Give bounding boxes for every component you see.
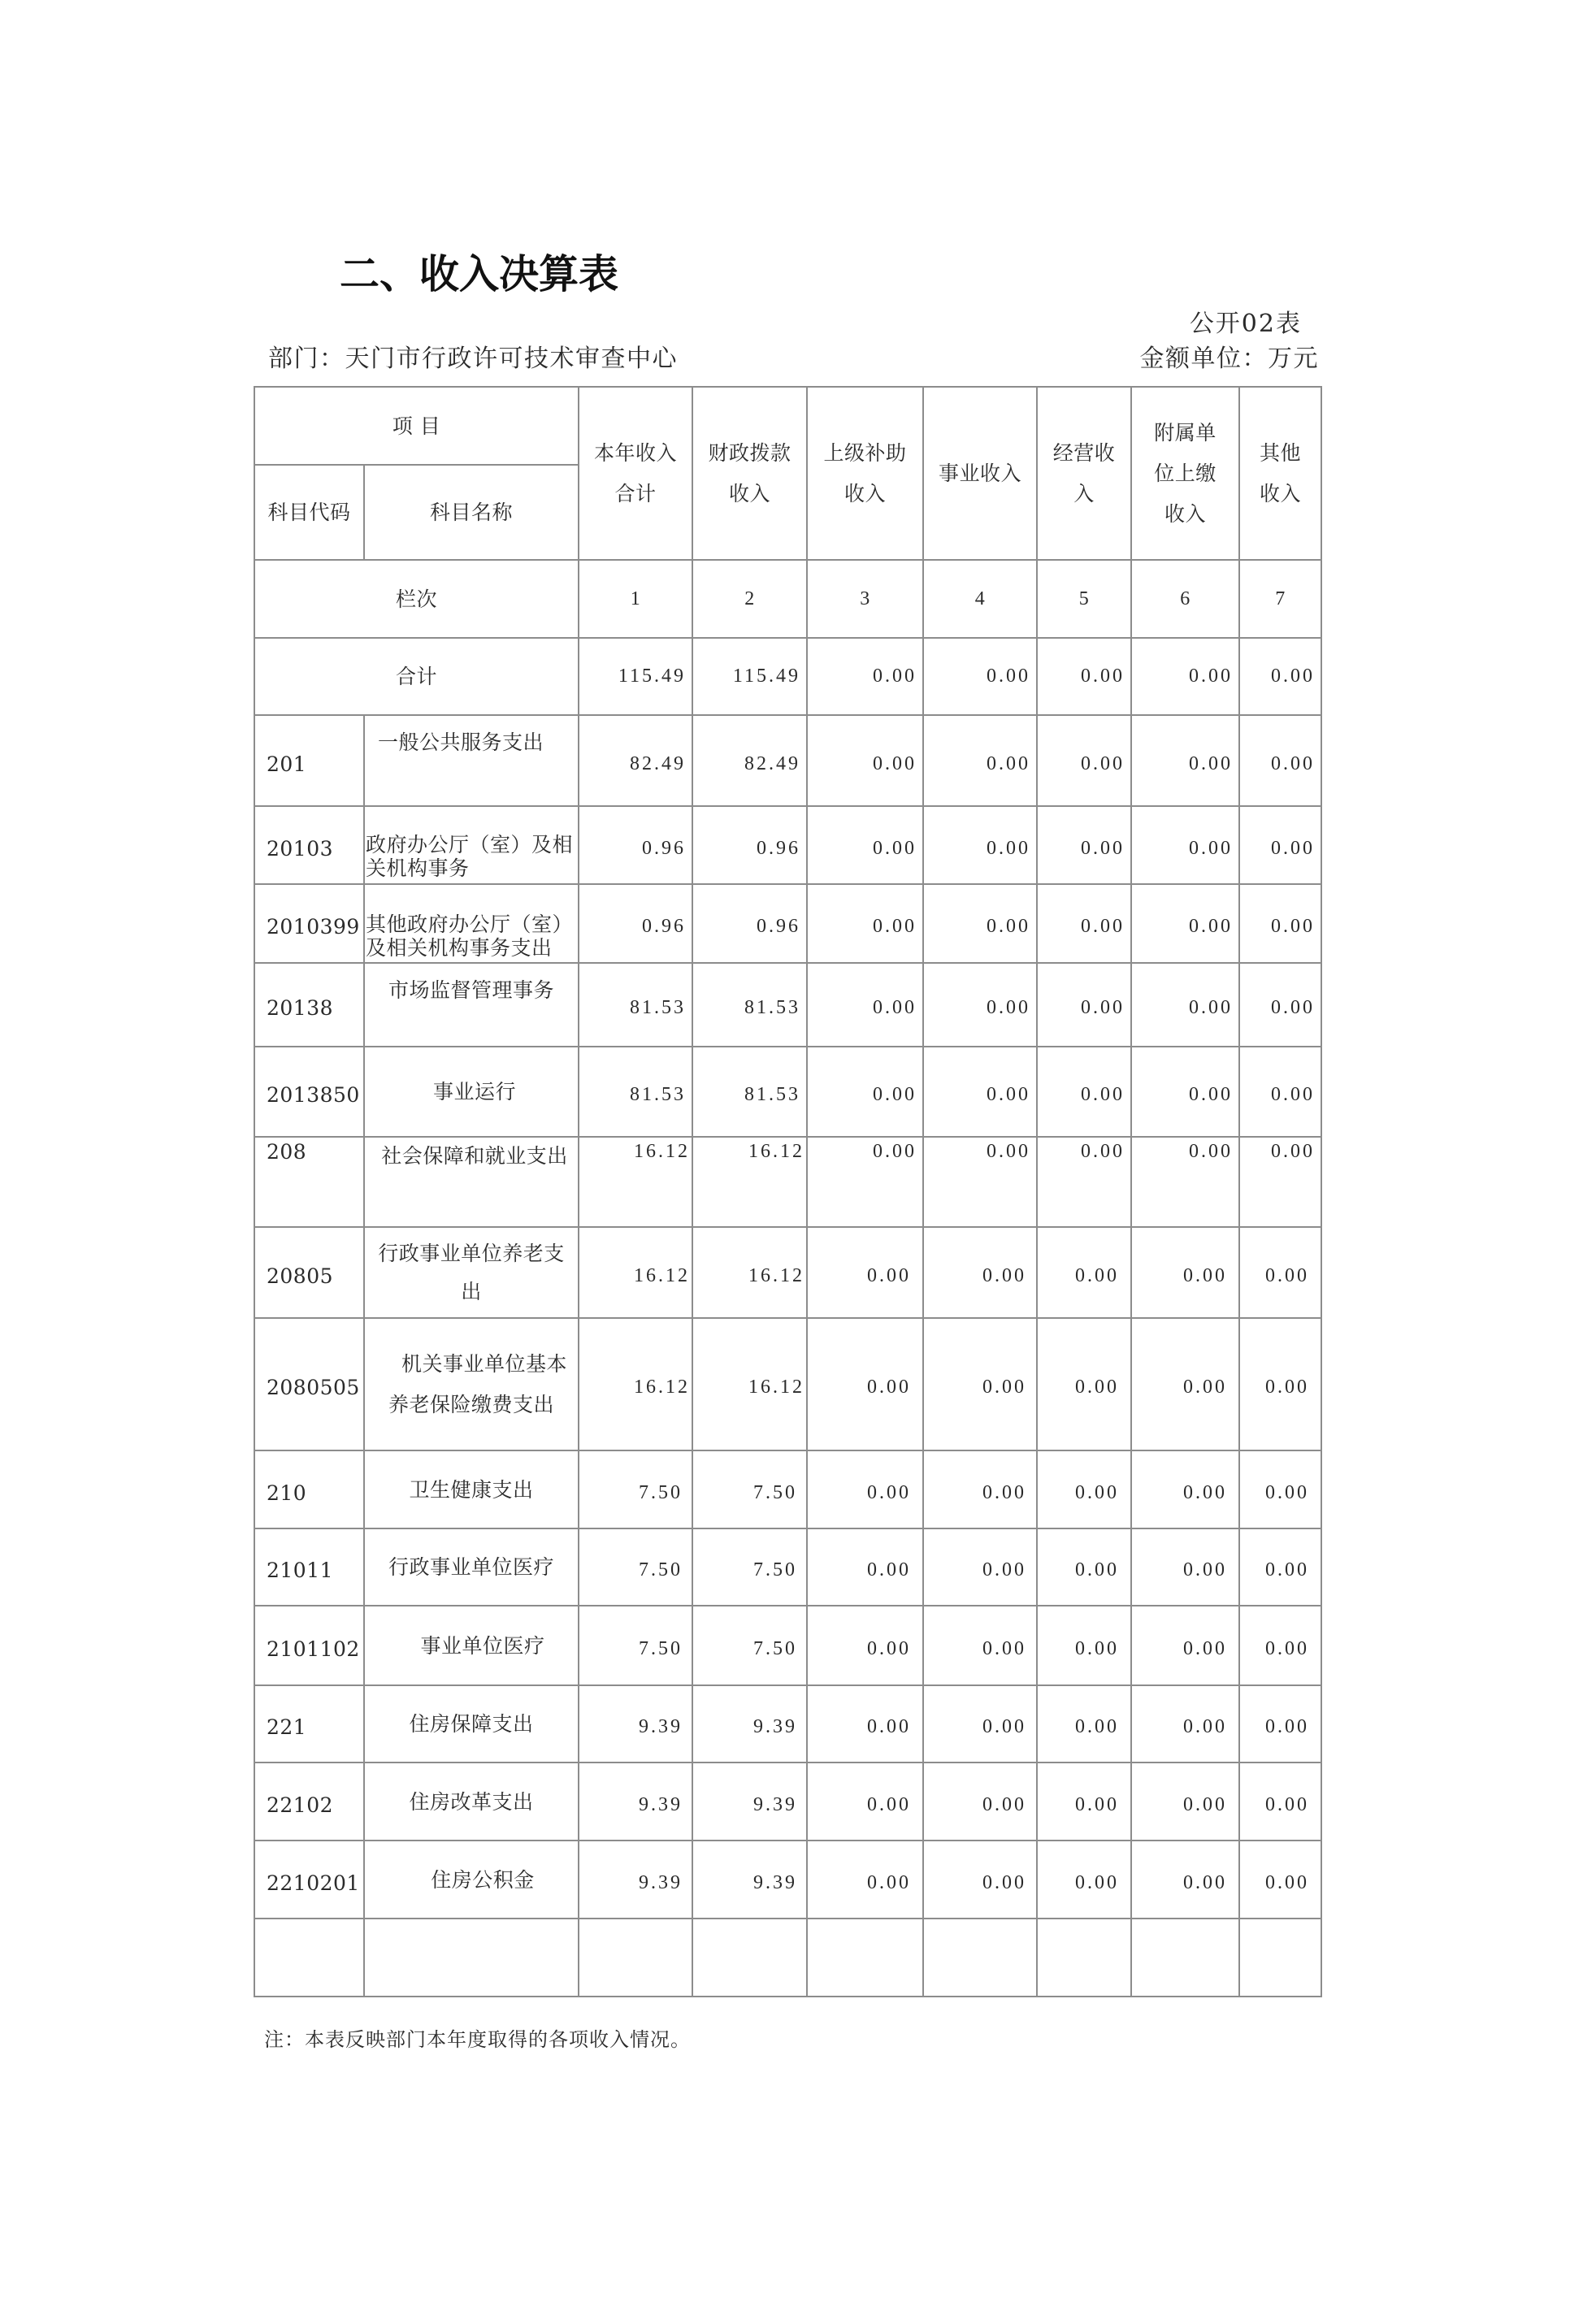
subject-name-line: 其他政府办公厅（室） bbox=[366, 913, 574, 936]
empty-cell bbox=[923, 1919, 1037, 1997]
header-fiscal-appropriation bbox=[692, 387, 807, 560]
value-operating-income: 0.00 bbox=[1037, 963, 1131, 1047]
subject-name-line: 关机构事务 bbox=[366, 856, 470, 880]
value-affiliated-remittance: 0.00 bbox=[1131, 1606, 1239, 1685]
subject-name-line: 住房改革支出 bbox=[409, 1789, 534, 1814]
value-superior-subsidy: 0.00 bbox=[807, 884, 923, 963]
value-business-income: 0.00 bbox=[923, 1606, 1037, 1685]
table-row bbox=[254, 1841, 1321, 1919]
header-annual-income-total bbox=[579, 387, 692, 560]
value-affiliated-remittance: 0.00 bbox=[1131, 1450, 1239, 1528]
subject-name bbox=[364, 1841, 579, 1919]
value-business-income: 0.00 bbox=[923, 715, 1037, 806]
table-row bbox=[254, 806, 1321, 884]
subject-name-line: 事业单位医疗 bbox=[420, 1633, 545, 1658]
value-superior-subsidy: 0.00 bbox=[807, 1047, 923, 1137]
header-line: 事业收入 bbox=[939, 461, 1022, 485]
value-operating-income: 0.00 bbox=[1037, 1606, 1131, 1685]
value-superior-subsidy: 0.00 bbox=[807, 1685, 923, 1763]
value-business-income: 0.00 bbox=[923, 1318, 1037, 1450]
value-business-income: 0.00 bbox=[923, 963, 1037, 1047]
footnote: 注：本表反映部门本年度取得的各项收入情况。 bbox=[264, 2028, 691, 2051]
value-operating-income: 0.00 bbox=[1037, 884, 1131, 963]
value-fiscal-appropriation: 7.50 bbox=[692, 1528, 807, 1606]
column-index-number: 5 bbox=[1037, 560, 1131, 638]
value-fiscal-appropriation: 0.96 bbox=[692, 884, 807, 963]
subject-code: 20138 bbox=[254, 963, 364, 1047]
header-subject-name: 科目名称 bbox=[364, 465, 579, 560]
value-other-income: 0.00 bbox=[1239, 1227, 1321, 1318]
subject-name bbox=[364, 1450, 579, 1528]
value-other-income: 0.00 bbox=[1239, 715, 1321, 806]
value-fiscal-appropriation: 9.39 bbox=[692, 1763, 807, 1841]
subject-name-line: 一般公共服务支出 bbox=[378, 731, 544, 754]
subject-code: 21011 bbox=[254, 1528, 364, 1606]
subject-code: 201 bbox=[254, 715, 364, 806]
header-operating-income bbox=[1037, 387, 1131, 560]
value-affiliated-remittance: 0.00 bbox=[1131, 1685, 1239, 1763]
value-affiliated-remittance: 0.00 bbox=[1131, 963, 1239, 1047]
value-superior-subsidy: 0.00 bbox=[807, 806, 923, 884]
value-affiliated-remittance: 0.00 bbox=[1131, 806, 1239, 884]
header-line: 收入 bbox=[1164, 501, 1207, 526]
value-annual-income-total: 7.50 bbox=[579, 1528, 692, 1606]
subject-code: 2010399 bbox=[254, 884, 364, 963]
value-annual-income-total: 9.39 bbox=[579, 1763, 692, 1841]
table-row bbox=[254, 963, 1321, 1047]
income-final-accounts-table bbox=[254, 386, 1322, 1997]
value-fiscal-appropriation: 16.12 bbox=[692, 1318, 807, 1450]
subject-name-line: 住房公积金 bbox=[431, 1867, 535, 1892]
subject-name bbox=[364, 1227, 579, 1318]
value-annual-income-total: 7.50 bbox=[579, 1450, 692, 1528]
subject-name bbox=[364, 1685, 579, 1763]
value-superior-subsidy: 0.00 bbox=[807, 1841, 923, 1919]
value-superior-subsidy: 0.00 bbox=[807, 1606, 923, 1685]
value-fiscal-appropriation: 81.53 bbox=[692, 963, 807, 1047]
column-index-number: 2 bbox=[692, 560, 807, 638]
value-operating-income: 0.00 bbox=[1037, 1528, 1131, 1606]
subject-name-line: 机关事业单位基本 bbox=[401, 1351, 568, 1376]
header-other-income bbox=[1239, 387, 1321, 560]
value-affiliated-remittance: 0.00 bbox=[1131, 1318, 1239, 1450]
value-fiscal-appropriation: 9.39 bbox=[692, 1841, 807, 1919]
header-line: 附属单 bbox=[1154, 420, 1217, 444]
value-operating-income: 0.00 bbox=[1037, 1047, 1131, 1137]
header-superior-subsidy bbox=[807, 387, 923, 560]
table-row bbox=[254, 1318, 1321, 1450]
value-operating-income: 0.00 bbox=[1037, 638, 1131, 715]
empty-cell bbox=[1239, 1919, 1321, 1997]
header-line: 财政拨款 bbox=[708, 440, 792, 465]
value-superior-subsidy: 0.00 bbox=[807, 1450, 923, 1528]
value-business-income: 0.00 bbox=[923, 1763, 1037, 1841]
header-row bbox=[254, 387, 1321, 465]
value-fiscal-appropriation: 81.53 bbox=[692, 1047, 807, 1137]
value-operating-income: 0.00 bbox=[1037, 1137, 1131, 1227]
value-operating-income: 0.00 bbox=[1037, 1841, 1131, 1919]
value-fiscal-appropriation: 7.50 bbox=[692, 1606, 807, 1685]
subject-name bbox=[364, 715, 579, 806]
subject-name-line: 住房保障支出 bbox=[409, 1712, 534, 1736]
subject-name bbox=[364, 1763, 579, 1841]
value-annual-income-total: 16.12 bbox=[579, 1227, 692, 1318]
value-annual-income-total: 82.49 bbox=[579, 715, 692, 806]
total-row bbox=[254, 638, 1321, 715]
value-affiliated-remittance: 0.00 bbox=[1131, 1227, 1239, 1318]
value-business-income: 0.00 bbox=[923, 638, 1037, 715]
column-index-row bbox=[254, 560, 1321, 638]
value-business-income: 0.00 bbox=[923, 1047, 1037, 1137]
value-annual-income-total: 16.12 bbox=[579, 1137, 692, 1227]
column-index-number: 6 bbox=[1131, 560, 1239, 638]
value-other-income: 0.00 bbox=[1239, 1528, 1321, 1606]
subject-code: 20805 bbox=[254, 1227, 364, 1318]
subject-name-line: 行政事业单位医疗 bbox=[388, 1555, 555, 1579]
value-affiliated-remittance: 0.00 bbox=[1131, 884, 1239, 963]
value-annual-income-total: 0.96 bbox=[579, 884, 692, 963]
empty-cell bbox=[1037, 1919, 1131, 1997]
subject-name bbox=[364, 806, 579, 884]
header-line: 其他 bbox=[1260, 440, 1302, 465]
value-superior-subsidy: 0.00 bbox=[807, 1318, 923, 1450]
empty-cell bbox=[254, 1919, 364, 1997]
value-business-income: 0.00 bbox=[923, 884, 1037, 963]
subject-name bbox=[364, 1528, 579, 1606]
value-business-income: 0.00 bbox=[923, 1137, 1037, 1227]
value-other-income: 0.00 bbox=[1239, 1606, 1321, 1685]
header-line: 收入 bbox=[844, 481, 887, 505]
subject-name-line: 事业运行 bbox=[433, 1080, 517, 1103]
value-annual-income-total: 9.39 bbox=[579, 1841, 692, 1919]
subject-code: 20103 bbox=[254, 806, 364, 884]
value-other-income: 0.00 bbox=[1239, 638, 1321, 715]
value-business-income: 0.00 bbox=[923, 1841, 1037, 1919]
subject-name bbox=[364, 963, 579, 1047]
value-other-income: 0.00 bbox=[1239, 1047, 1321, 1137]
table-row bbox=[254, 715, 1321, 806]
empty-row bbox=[254, 1919, 1321, 1997]
subject-code: 2080505 bbox=[254, 1318, 364, 1450]
table-row bbox=[254, 1528, 1321, 1606]
form-code: 公开02表 bbox=[1189, 310, 1302, 338]
column-index-number: 4 bbox=[923, 560, 1037, 638]
subject-name-line: 社会保障和就业支出 bbox=[381, 1144, 568, 1168]
value-annual-income-total: 7.50 bbox=[579, 1606, 692, 1685]
value-operating-income: 0.00 bbox=[1037, 1450, 1131, 1528]
value-operating-income: 0.00 bbox=[1037, 1318, 1131, 1450]
subject-code: 22102 bbox=[254, 1763, 364, 1841]
value-fiscal-appropriation: 16.12 bbox=[692, 1137, 807, 1227]
value-other-income: 0.00 bbox=[1239, 884, 1321, 963]
value-superior-subsidy: 0.00 bbox=[807, 963, 923, 1047]
subject-name bbox=[364, 1047, 579, 1137]
value-operating-income: 0.00 bbox=[1037, 1763, 1131, 1841]
value-other-income: 0.00 bbox=[1239, 1318, 1321, 1450]
header-item: 项 目 bbox=[254, 387, 579, 465]
value-fiscal-appropriation: 9.39 bbox=[692, 1685, 807, 1763]
empty-cell bbox=[1131, 1919, 1239, 1997]
table-row bbox=[254, 1685, 1321, 1763]
department-label: 部门：天门市行政许可技术审查中心 bbox=[268, 345, 678, 373]
value-other-income: 0.00 bbox=[1239, 1137, 1321, 1227]
value-annual-income-total: 81.53 bbox=[579, 1047, 692, 1137]
header-line: 上级补助 bbox=[823, 440, 907, 465]
value-affiliated-remittance: 0.00 bbox=[1131, 1528, 1239, 1606]
header-line: 合计 bbox=[614, 481, 657, 505]
header-affiliated-remittance bbox=[1131, 387, 1239, 560]
value-business-income: 0.00 bbox=[923, 1685, 1037, 1763]
subject-code: 2101102 bbox=[254, 1606, 364, 1685]
header-line: 收入 bbox=[729, 481, 771, 505]
page-title: 二、收入决算表 bbox=[340, 251, 619, 297]
value-superior-subsidy: 0.00 bbox=[807, 1227, 923, 1318]
subject-code: 2210201 bbox=[254, 1841, 364, 1919]
value-affiliated-remittance: 0.00 bbox=[1131, 715, 1239, 806]
table-row bbox=[254, 1047, 1321, 1137]
value-affiliated-remittance: 0.00 bbox=[1131, 1137, 1239, 1227]
subject-name-line: 养老保险缴费支出 bbox=[388, 1392, 555, 1416]
column-index-label: 栏次 bbox=[254, 560, 579, 638]
value-business-income: 0.00 bbox=[923, 1528, 1037, 1606]
subject-code: 210 bbox=[254, 1450, 364, 1528]
value-business-income: 0.00 bbox=[923, 1227, 1037, 1318]
value-fiscal-appropriation: 0.96 bbox=[692, 806, 807, 884]
subject-name-line: 行政事业单位养老支 bbox=[378, 1242, 565, 1265]
value-other-income: 0.00 bbox=[1239, 963, 1321, 1047]
value-affiliated-remittance: 0.00 bbox=[1131, 638, 1239, 715]
value-annual-income-total: 0.96 bbox=[579, 806, 692, 884]
value-affiliated-remittance: 0.00 bbox=[1131, 1763, 1239, 1841]
subject-code: 208 bbox=[254, 1137, 364, 1227]
value-operating-income: 0.00 bbox=[1037, 1685, 1131, 1763]
value-superior-subsidy: 0.00 bbox=[807, 1137, 923, 1227]
value-other-income: 0.00 bbox=[1239, 1763, 1321, 1841]
subject-code: 2013850 bbox=[254, 1047, 364, 1137]
table-row bbox=[254, 884, 1321, 963]
value-other-income: 0.00 bbox=[1239, 806, 1321, 884]
header-line: 收入 bbox=[1260, 481, 1302, 505]
subject-name-line: 政府办公厅（室）及相 bbox=[366, 833, 574, 856]
subject-name-line: 出 bbox=[461, 1280, 482, 1303]
table-row bbox=[254, 1606, 1321, 1685]
subject-name bbox=[364, 1318, 579, 1450]
header-line: 入 bbox=[1073, 481, 1095, 505]
empty-cell bbox=[364, 1919, 579, 1997]
subject-name bbox=[364, 1606, 579, 1685]
amount-unit-label: 金额单位：万元 bbox=[1139, 345, 1319, 373]
value-other-income: 0.00 bbox=[1239, 1685, 1321, 1763]
header-business-income bbox=[923, 387, 1037, 560]
header-line: 经营收 bbox=[1052, 440, 1116, 465]
empty-cell bbox=[692, 1919, 807, 1997]
value-affiliated-remittance: 0.00 bbox=[1131, 1841, 1239, 1919]
subject-name-line: 卫生健康支出 bbox=[409, 1477, 534, 1502]
value-operating-income: 0.00 bbox=[1037, 715, 1131, 806]
value-annual-income-total: 16.12 bbox=[579, 1318, 692, 1450]
subject-name bbox=[364, 884, 579, 963]
value-superior-subsidy: 0.00 bbox=[807, 1763, 923, 1841]
value-affiliated-remittance: 0.00 bbox=[1131, 1047, 1239, 1137]
value-fiscal-appropriation: 7.50 bbox=[692, 1450, 807, 1528]
value-annual-income-total: 9.39 bbox=[579, 1685, 692, 1763]
table-row bbox=[254, 1137, 1321, 1227]
value-superior-subsidy: 0.00 bbox=[807, 638, 923, 715]
header-line: 本年收入 bbox=[594, 440, 678, 465]
value-business-income: 0.00 bbox=[923, 1450, 1037, 1528]
value-other-income: 0.00 bbox=[1239, 1450, 1321, 1528]
table-row bbox=[254, 1450, 1321, 1528]
subject-name-line: 市场监督管理事务 bbox=[388, 978, 555, 1002]
empty-cell bbox=[807, 1919, 923, 1997]
value-fiscal-appropriation: 82.49 bbox=[692, 715, 807, 806]
column-index-number: 7 bbox=[1239, 560, 1321, 638]
value-operating-income: 0.00 bbox=[1037, 806, 1131, 884]
value-superior-subsidy: 0.00 bbox=[807, 1528, 923, 1606]
column-index-number: 1 bbox=[579, 560, 692, 638]
subject-name bbox=[364, 1137, 579, 1227]
value-business-income: 0.00 bbox=[923, 806, 1037, 884]
value-fiscal-appropriation: 16.12 bbox=[692, 1227, 807, 1318]
table-row bbox=[254, 1227, 1321, 1318]
value-operating-income: 0.00 bbox=[1037, 1227, 1131, 1318]
empty-cell bbox=[579, 1919, 692, 1997]
value-fiscal-appropriation: 115.49 bbox=[692, 638, 807, 715]
value-annual-income-total: 115.49 bbox=[579, 638, 692, 715]
header-subject-code: 科目代码 bbox=[254, 465, 364, 560]
value-superior-subsidy: 0.00 bbox=[807, 715, 923, 806]
total-label: 合计 bbox=[254, 638, 579, 715]
subject-name-line: 及相关机构事务支出 bbox=[366, 936, 553, 960]
column-index-number: 3 bbox=[807, 560, 923, 638]
value-other-income: 0.00 bbox=[1239, 1841, 1321, 1919]
value-annual-income-total: 81.53 bbox=[579, 963, 692, 1047]
table-row bbox=[254, 1763, 1321, 1841]
subject-code: 221 bbox=[254, 1685, 364, 1763]
header-line: 位上缴 bbox=[1154, 461, 1217, 485]
